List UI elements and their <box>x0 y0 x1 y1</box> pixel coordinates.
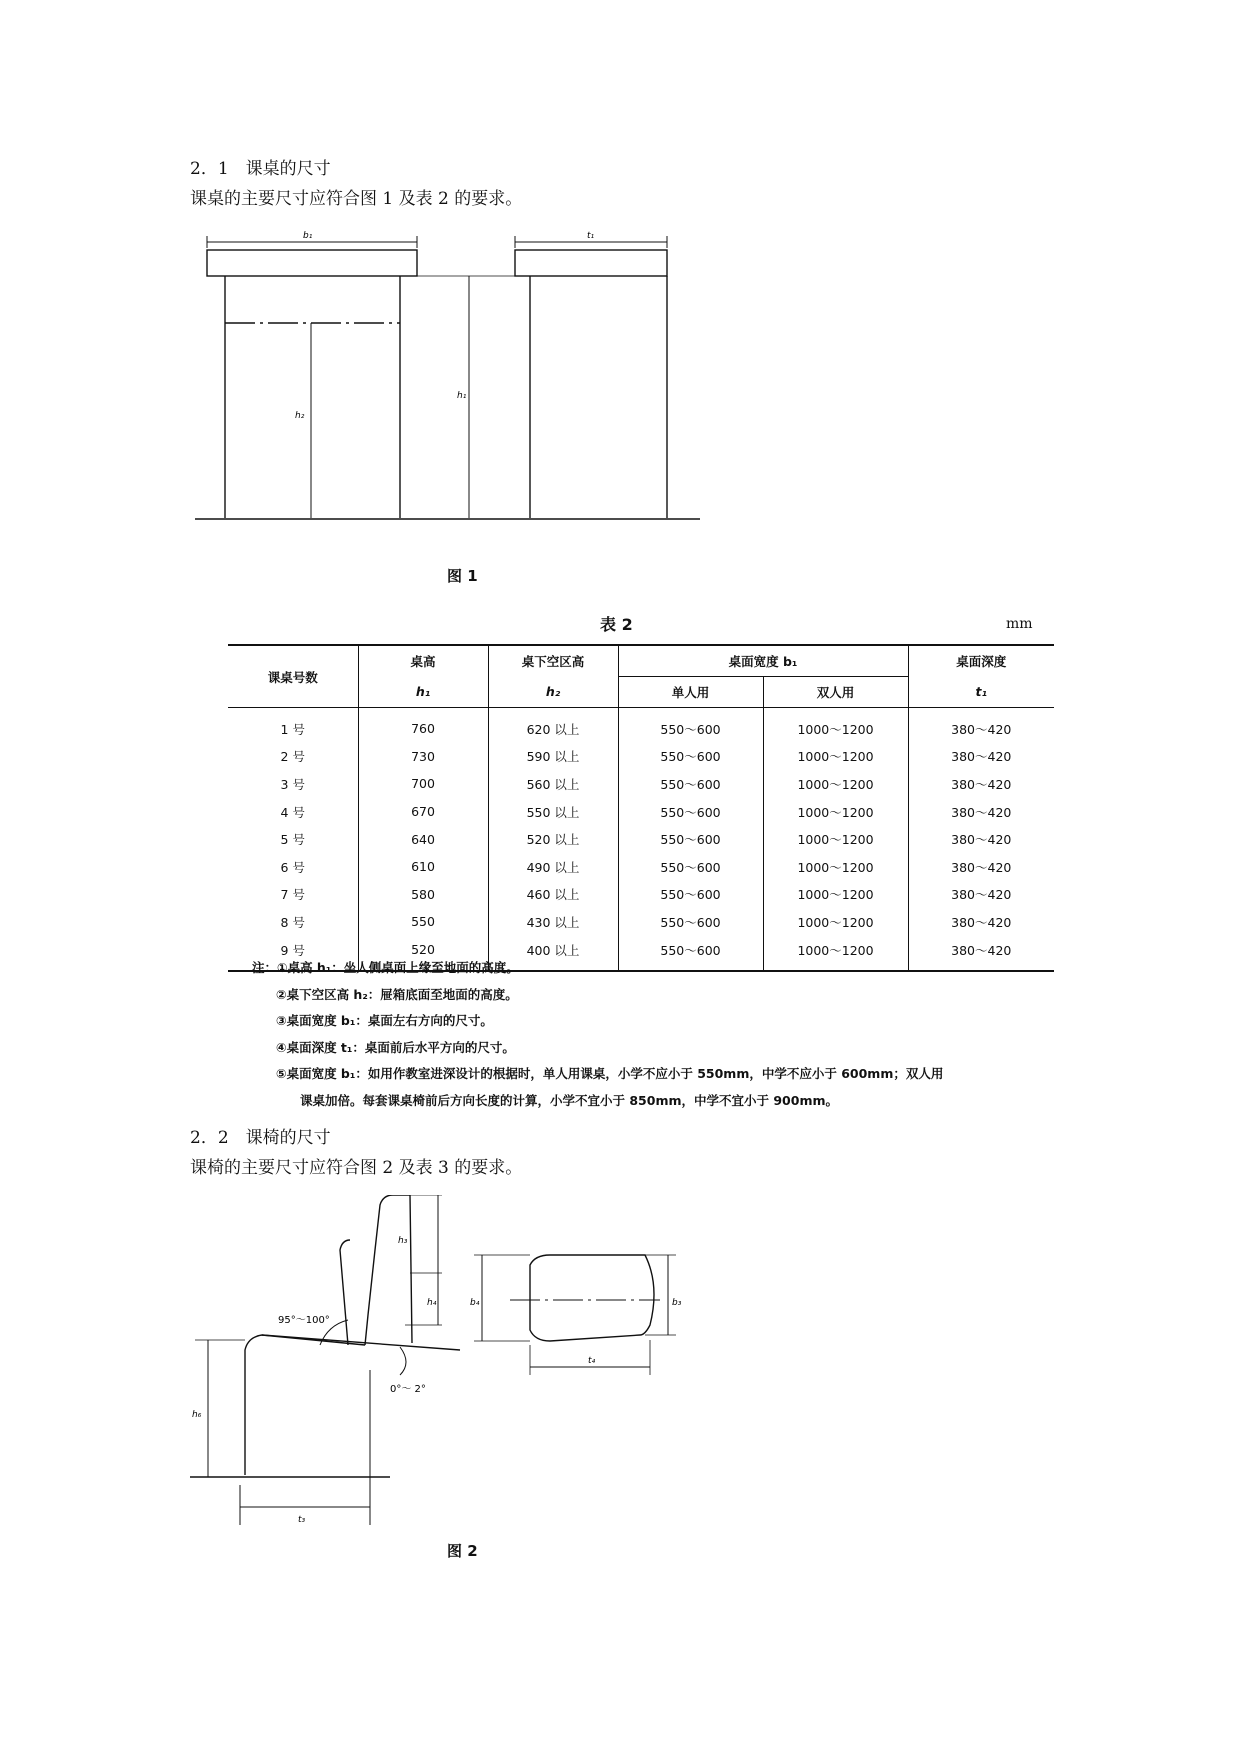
table-cell: 380～420 <box>908 770 1054 798</box>
header-h1-symbol: h₁ <box>358 677 488 708</box>
table-row <box>228 881 1054 909</box>
table-cell: 380～420 <box>908 853 1054 881</box>
table-row <box>228 908 1054 936</box>
header-single: 单人用 <box>618 677 763 708</box>
table-cell: 550～600 <box>618 881 763 909</box>
label-h4: h₄ <box>427 1298 437 1308</box>
note-5: ⑤桌面宽度 b₁：如用作教室进深设计的根据时，单人用课桌，小学不应小于 550mm，中学不应小于 600mm；双人用 <box>276 1066 944 1081</box>
note-3: ③桌面宽度 b₁：桌面左右方向的尺寸。 <box>276 1013 493 1028</box>
table-cell: 550～600 <box>618 908 763 936</box>
table-cell: 8 号 <box>280 914 305 930</box>
table-cell: 1000～1200 <box>763 743 908 771</box>
label-b3: b₃ <box>672 1298 682 1308</box>
table-cell: 6 号 <box>280 859 305 875</box>
table-cell: 3 号 <box>280 776 305 792</box>
label-h3: h₃ <box>398 1236 408 1246</box>
label-b4: b₄ <box>470 1298 480 1308</box>
label-h2: h₂ <box>295 411 305 421</box>
note-1: 注：①桌高 h₁：坐人侧桌面上缘至地面的高度。 <box>252 960 519 975</box>
label-t1: t₁ <box>587 231 595 241</box>
table-cell: 1000～1200 <box>763 908 908 936</box>
figure-1-caption: 图 1 <box>447 567 478 585</box>
header-under-space: 桌下空区高 <box>488 645 618 677</box>
note-2: ②桌下空区高 h₂：屉箱底面至地面的高度。 <box>276 986 518 1002</box>
table-cell: 380～420 <box>908 908 1054 936</box>
table-cell: 430 以上 <box>488 908 618 936</box>
table-row <box>228 825 1054 853</box>
header-desk-number: 课桌号数 <box>228 645 358 708</box>
figure-2-chair-drawing <box>190 1195 730 1545</box>
label-b1: b₁ <box>303 231 313 241</box>
table-row <box>228 853 1054 881</box>
table-row <box>228 708 1054 743</box>
section-heading-chair: 2．2 课椅的尺寸 <box>190 1128 331 1148</box>
label-h6: h₆ <box>192 1410 202 1420</box>
table-cell: 550～600 <box>618 708 763 743</box>
table-cell: 460 以上 <box>488 881 618 909</box>
table-2-unit: mm <box>1006 616 1033 632</box>
section-heading-desk: 2．1 课桌的尺寸 <box>190 159 331 179</box>
label-t3: t₃ <box>298 1515 306 1525</box>
header-desk-width: 桌面宽度 b₁ <box>618 645 908 677</box>
section-text-desk: 课桌的主要尺寸应符合图 1 及表 2 的要求。 <box>190 189 523 209</box>
section-text-chair: 课椅的主要尺寸应符合图 2 及表 3 的要求。 <box>190 1158 523 1178</box>
table-cell: 400 以上 <box>488 936 618 972</box>
header-t1-symbol: t₁ <box>908 677 1054 708</box>
table-cell: 550 <box>358 908 488 936</box>
table-cell: 1000～1200 <box>763 798 908 826</box>
table-cell: 550～600 <box>618 853 763 881</box>
figure-1-desk-drawing <box>195 228 715 528</box>
label-back-angle: 95°～100° <box>278 1315 330 1326</box>
table-cell: 550～600 <box>618 936 763 972</box>
table-cell: 2 号 <box>280 749 305 765</box>
table-cell: 550～600 <box>618 743 763 771</box>
table-cell: 1 号 <box>280 721 305 737</box>
label-seat-angle: 0°～ 2° <box>390 1384 426 1395</box>
table-cell: 380～420 <box>908 881 1054 909</box>
table-cell: 9 号 <box>280 942 305 958</box>
table-cell: 1000～1200 <box>763 708 908 743</box>
table-cell: 1000～1200 <box>763 770 908 798</box>
table-2-notes <box>252 955 943 1114</box>
table-cell: 380～420 <box>908 708 1054 743</box>
desk-dimensions-table <box>228 644 1054 972</box>
table-cell: 580 <box>358 881 488 909</box>
table-cell: 520 <box>358 936 488 972</box>
note-4: ④桌面深度 t₁：桌面前后水平方向的尺寸。 <box>276 1039 515 1055</box>
table-cell: 550 以上 <box>488 798 618 826</box>
table-cell: 550～600 <box>618 798 763 826</box>
table-cell: 490 以上 <box>488 853 618 881</box>
table-cell: 380～420 <box>908 936 1054 972</box>
table-row <box>228 798 1054 826</box>
table-cell: 1000～1200 <box>763 853 908 881</box>
table-cell: 1000～1200 <box>763 881 908 909</box>
table-cell: 760 <box>358 708 488 743</box>
note-5-cont: 课桌加倍。每套课桌椅前后方向长度的计算，小学不宜小于 850mm，中学不宜小于 900mm。 <box>300 1092 838 1108</box>
table-cell: 5 号 <box>280 832 305 848</box>
header-h2-symbol: h₂ <box>488 677 618 708</box>
label-t4: t₄ <box>588 1356 596 1366</box>
header-double: 双人用 <box>763 677 908 708</box>
table-cell: 670 <box>358 798 488 826</box>
table-cell: 380～420 <box>908 798 1054 826</box>
table-cell: 4 号 <box>280 804 305 820</box>
table-2-title: 表 2 <box>600 615 633 634</box>
table-cell: 1000～1200 <box>763 825 908 853</box>
figure-2-caption: 图 2 <box>447 1542 478 1560</box>
table-cell: 730 <box>358 743 488 771</box>
table-row <box>228 743 1054 771</box>
table-cell: 1000～1200 <box>763 936 908 972</box>
table-cell: 700 <box>358 770 488 798</box>
table-cell: 620 以上 <box>488 708 618 743</box>
table-cell: 550～600 <box>618 770 763 798</box>
table-cell: 520 以上 <box>488 825 618 853</box>
table-cell: 7 号 <box>280 887 305 903</box>
table-cell: 590 以上 <box>488 743 618 771</box>
table-cell: 380～420 <box>908 825 1054 853</box>
table-row <box>228 770 1054 798</box>
label-h1: h₁ <box>457 391 467 401</box>
table-cell: 610 <box>358 853 488 881</box>
table-cell: 640 <box>358 825 488 853</box>
table-cell: 560 以上 <box>488 770 618 798</box>
table-cell: 380～420 <box>908 743 1054 771</box>
table-cell: 550～600 <box>618 825 763 853</box>
header-desk-depth: 桌面深度 <box>908 645 1054 677</box>
header-desk-height: 桌高 <box>358 645 488 677</box>
